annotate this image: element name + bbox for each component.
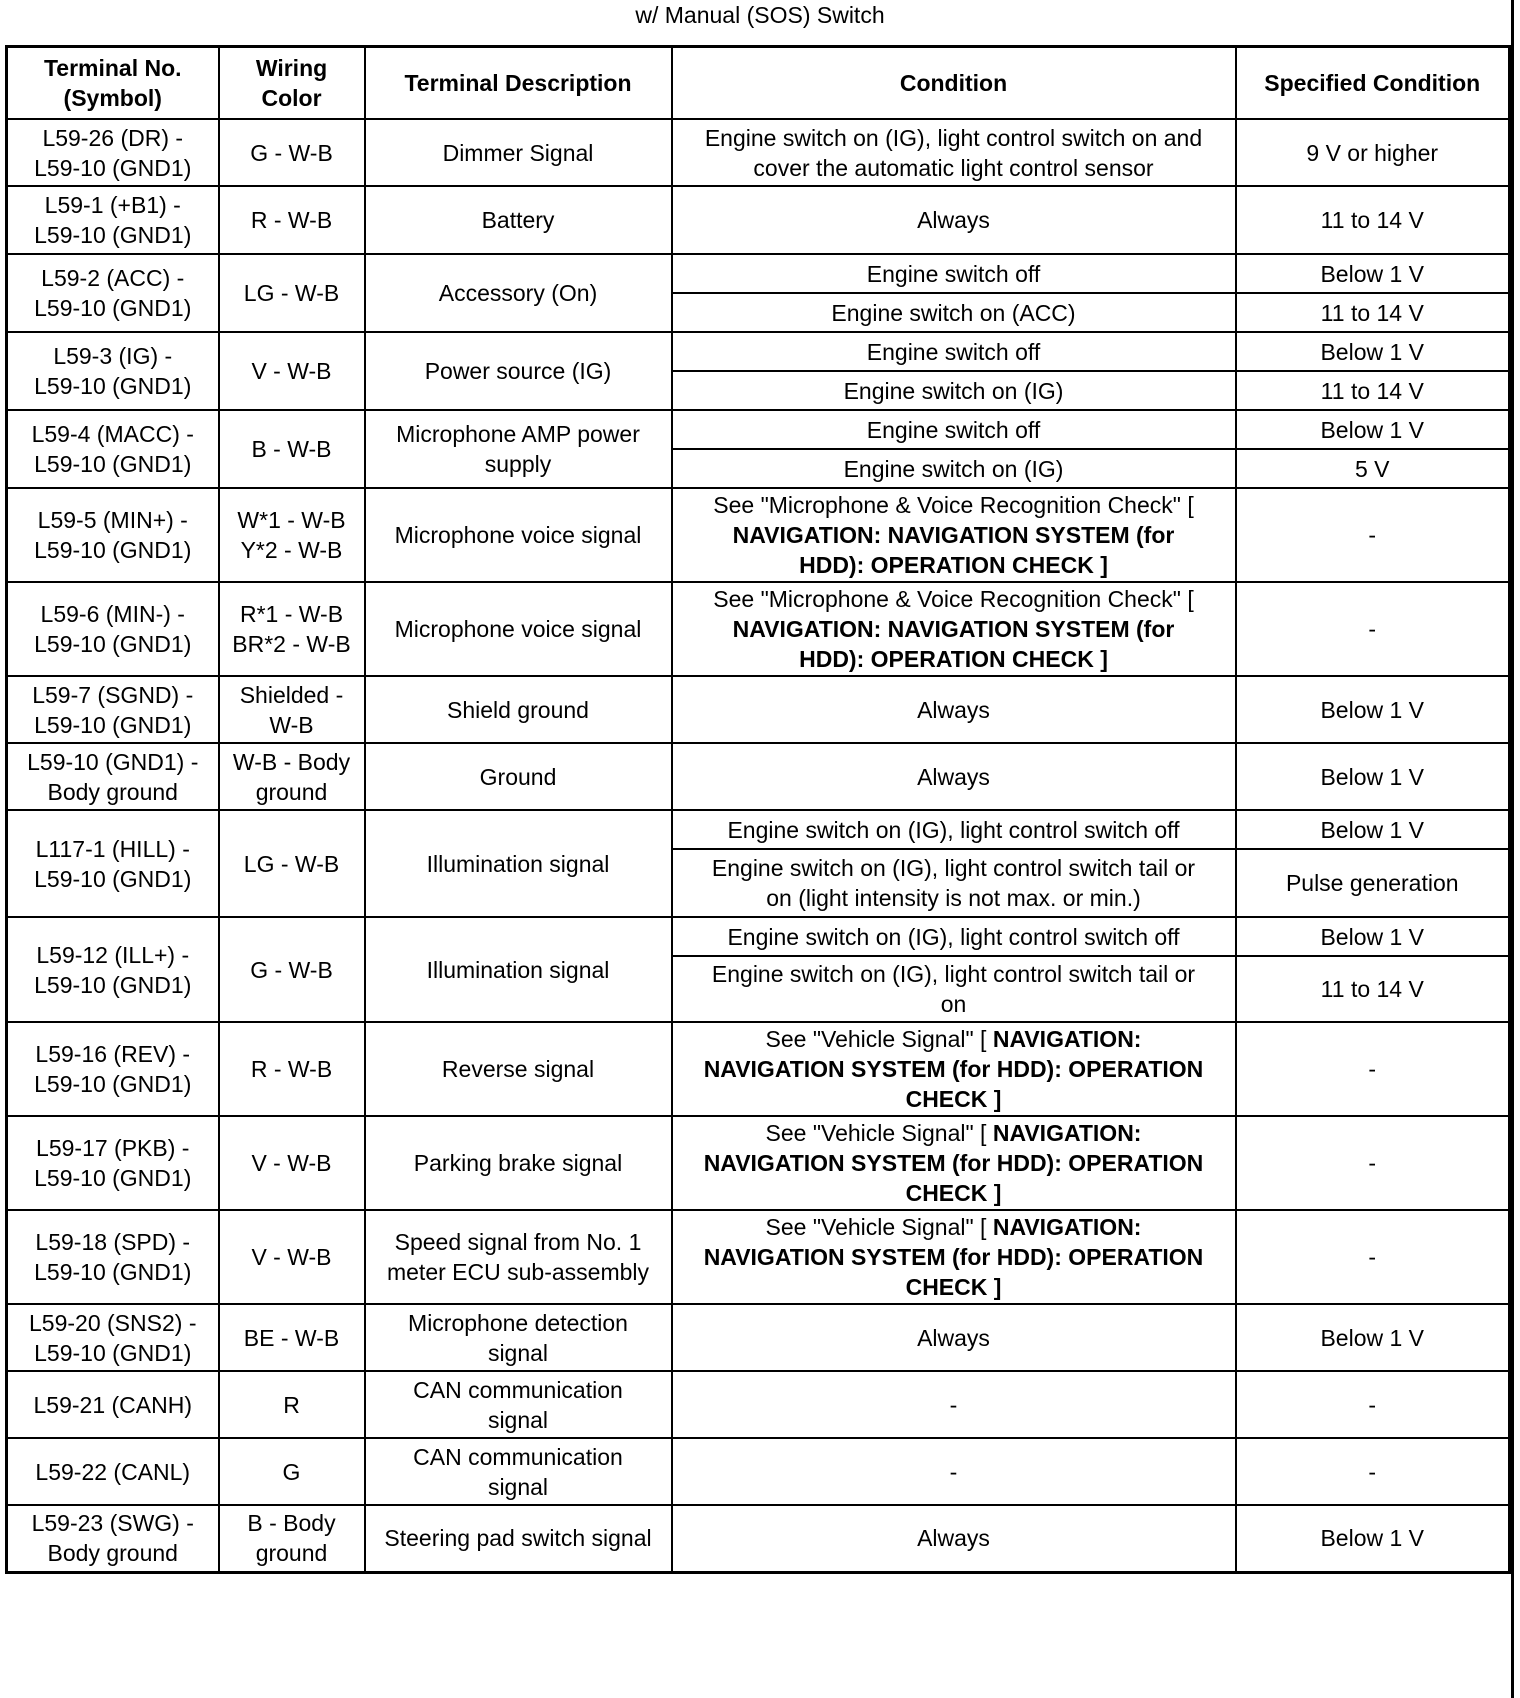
condition-text: Engine switch on (IG), light control switch off xyxy=(727,923,1180,950)
terminal-cell xyxy=(7,1371,219,1438)
terminal-text: L59-23 (SWG) - xyxy=(31,1510,194,1537)
specified-cell xyxy=(1236,1210,1510,1304)
description-text: Microphone detection xyxy=(408,1309,628,1336)
specified-text: 11 to 14 V xyxy=(1320,299,1424,326)
terminal-text: L59-1 (+B1) - xyxy=(44,192,181,218)
condition-cell xyxy=(672,332,1236,371)
terminal-cell xyxy=(7,332,219,410)
description-text: signal xyxy=(487,1339,549,1366)
specified-text: Below 1 V xyxy=(1320,1324,1425,1351)
terminal-text: L59-12 (ILL+) - xyxy=(36,941,190,968)
table-row xyxy=(7,1304,1510,1371)
wiring-text: R xyxy=(283,1391,300,1418)
condition-text: on (light intensity is not max. or min.) xyxy=(766,885,1141,911)
specified-text: 11 to 14 V xyxy=(1320,976,1424,1002)
wiring-cell xyxy=(219,917,365,1022)
condition-cell xyxy=(672,849,1236,917)
condition-cell xyxy=(672,582,1236,676)
terminal-text: L59-10 (GND1) xyxy=(34,154,192,181)
description-text: supply xyxy=(484,451,552,477)
terminal-text: L59-10 (GND1) xyxy=(34,1339,192,1366)
wiring-cell xyxy=(219,254,365,332)
table-row xyxy=(7,254,1510,293)
terminal-text: L59-10 (GND1) xyxy=(34,222,192,248)
condition-cell xyxy=(672,1505,1236,1572)
table-row xyxy=(7,582,1510,676)
specified-cell xyxy=(1236,917,1510,956)
wiring-cell xyxy=(219,1304,365,1371)
wiring-cell xyxy=(219,332,365,410)
specified-text: - xyxy=(1368,1391,1377,1418)
header-terminal xyxy=(7,47,219,120)
specified-cell xyxy=(1236,582,1510,676)
wiring-text: Shielded - xyxy=(239,681,344,708)
wiring-cell xyxy=(219,743,365,810)
wiring-text: B - Body xyxy=(247,1510,336,1537)
description-text: Dimmer Signal xyxy=(442,139,594,166)
wiring-text: G - W-B xyxy=(250,956,333,983)
specified-cell xyxy=(1236,186,1510,254)
terminal-table xyxy=(5,45,1511,1574)
table-row xyxy=(7,1438,1510,1505)
description-text: signal xyxy=(487,1406,549,1433)
specified-text: 11 to 14 V xyxy=(1320,377,1424,404)
specified-text: 9 V or higher xyxy=(1306,139,1439,166)
terminal-text: L117-1 (HILL) - xyxy=(35,835,190,862)
terminal-text: L59-6 (MIN-) - xyxy=(40,601,185,627)
terminal-text: L59-10 (GND1) xyxy=(34,373,192,399)
table-row xyxy=(7,1505,1510,1572)
specified-cell xyxy=(1236,1116,1510,1210)
condition-text: on xyxy=(940,991,967,1017)
description-cell xyxy=(365,810,672,917)
wiring-text: B - W-B xyxy=(251,436,332,462)
condition-text: cover the automatic light control sensor xyxy=(753,154,1154,181)
condition-reference-link[interactable]: NAVIGATION: xyxy=(992,1214,1142,1240)
condition-reference-link[interactable]: CHECK ] xyxy=(905,1180,1002,1206)
condition-reference-link[interactable]: NAVIGATION: NAVIGATION SYSTEM (for xyxy=(732,616,1175,642)
terminal-cell xyxy=(7,119,219,186)
wiring-text: V - W-B xyxy=(251,1150,332,1176)
terminal-cell xyxy=(7,1438,219,1505)
wiring-cell xyxy=(219,1022,365,1116)
terminal-text: L59-10 (GND1) xyxy=(34,865,192,892)
terminal-text: L59-26 (DR) - xyxy=(42,124,184,151)
terminal-cell xyxy=(7,810,219,917)
description-text: Parking brake signal xyxy=(413,1150,623,1176)
description-cell xyxy=(365,254,672,332)
specified-cell xyxy=(1236,1371,1510,1438)
condition-reference-link[interactable]: NAVIGATION: xyxy=(992,1026,1142,1052)
terminal-cell xyxy=(7,1304,219,1371)
wiring-text: BR*2 - W-B xyxy=(232,631,351,657)
description-text: Accessory (On) xyxy=(438,280,598,306)
terminal-cell xyxy=(7,1116,219,1210)
specified-cell xyxy=(1236,1022,1510,1116)
description-cell xyxy=(365,743,672,810)
description-text: Illumination signal xyxy=(426,956,610,983)
terminal-text: L59-10 (GND1) xyxy=(34,631,192,657)
wiring-text: R - W-B xyxy=(250,207,333,233)
terminal-cell xyxy=(7,1505,219,1572)
terminal-cell xyxy=(7,1210,219,1304)
description-text: Illumination signal xyxy=(426,850,610,877)
description-cell xyxy=(365,1371,672,1438)
description-cell xyxy=(365,1505,672,1572)
table-row xyxy=(7,1371,1510,1438)
specified-text: Below 1 V xyxy=(1320,923,1425,950)
wiring-cell xyxy=(219,186,365,254)
table-row xyxy=(7,1210,1510,1304)
header-wiring-line: Wiring xyxy=(255,55,328,81)
description-text: signal xyxy=(487,1473,549,1500)
terminal-text: L59-10 (GND1) xyxy=(34,295,192,321)
condition-text: Engine switch on (IG), light control switch on and xyxy=(704,124,1203,151)
description-cell xyxy=(365,1438,672,1505)
terminal-text: L59-22 (CANL) xyxy=(35,1458,191,1485)
wiring-text: ground xyxy=(255,778,328,805)
condition-cell xyxy=(672,410,1236,449)
terminal-text: L59-10 (GND1) xyxy=(34,537,192,563)
table-row xyxy=(7,1116,1510,1210)
wiring-text: R*1 - W-B xyxy=(239,601,344,627)
description-text: Speed signal from No. 1 xyxy=(394,1229,642,1255)
wiring-text: V - W-B xyxy=(251,358,332,384)
description-text: CAN communication xyxy=(413,1443,623,1470)
header-specified: Specified Condition xyxy=(1236,47,1510,120)
specified-cell xyxy=(1236,956,1510,1022)
wiring-cell xyxy=(219,488,365,582)
condition-cell xyxy=(672,810,1236,849)
specified-cell xyxy=(1236,293,1510,332)
wiring-text: ground xyxy=(255,1540,328,1567)
table-row xyxy=(7,119,1510,186)
terminal-text: L59-3 (IG) - xyxy=(53,343,173,369)
terminal-cell xyxy=(7,1022,219,1116)
specified-text: - xyxy=(1368,616,1377,642)
wiring-text: G - W-B xyxy=(250,139,333,166)
description-cell xyxy=(365,488,672,582)
description-text: Battery xyxy=(481,207,555,233)
terminal-cell xyxy=(7,186,219,254)
wiring-text: W*1 - W-B xyxy=(237,507,346,533)
specified-text: Below 1 V xyxy=(1320,763,1425,790)
condition-text: Always xyxy=(917,1324,990,1351)
condition-reference-link[interactable]: NAVIGATION SYSTEM (for HDD): OPERATION xyxy=(703,1056,1204,1082)
condition-cell xyxy=(672,1304,1236,1371)
specified-text: Below 1 V xyxy=(1320,696,1425,723)
wiring-cell xyxy=(219,1371,365,1438)
description-text: Shield ground xyxy=(447,696,589,723)
terminal-text: L59-20 (SNS2) - xyxy=(29,1309,197,1336)
terminal-text: L59-10 (GND1) - xyxy=(27,748,199,775)
wiring-text: G xyxy=(282,1458,301,1485)
wiring-cell xyxy=(219,1438,365,1505)
condition-text: Engine switch on (IG), light control switch off xyxy=(727,816,1180,843)
terminal-text: L59-10 (GND1) xyxy=(34,711,192,738)
table-row xyxy=(7,410,1510,449)
wiring-text: LG - W-B xyxy=(243,850,340,877)
terminal-cell xyxy=(7,582,219,676)
description-cell xyxy=(365,1304,672,1371)
description-cell xyxy=(365,1116,672,1210)
condition-cell xyxy=(672,743,1236,810)
specified-cell xyxy=(1236,254,1510,293)
specified-text: Pulse generation xyxy=(1285,870,1459,896)
wiring-text: W-B xyxy=(269,711,314,738)
condition-cell xyxy=(672,956,1236,1022)
condition-reference-link[interactable]: NAVIGATION SYSTEM (for HDD): OPERATION xyxy=(703,1244,1204,1270)
condition-cell xyxy=(672,186,1236,254)
specified-text: - xyxy=(1368,1244,1377,1270)
description-text: Microphone AMP power xyxy=(396,421,640,447)
condition-reference-link[interactable]: NAVIGATION: xyxy=(992,1120,1142,1146)
wiring-cell xyxy=(219,1116,365,1210)
condition-text: Engine switch on (IG) xyxy=(843,377,1064,404)
condition-text: Engine switch off xyxy=(866,416,1041,443)
condition-text: Engine switch off xyxy=(866,338,1041,365)
condition-cell xyxy=(672,676,1236,743)
condition-cell xyxy=(672,293,1236,332)
table-row xyxy=(7,332,1510,371)
condition-text: Engine switch on (IG) xyxy=(843,455,1064,482)
terminal-cell xyxy=(7,743,219,810)
condition-text: Always xyxy=(917,763,990,790)
table-row xyxy=(7,186,1510,254)
specified-cell xyxy=(1236,119,1510,186)
terminal-text: L59-5 (MIN+) - xyxy=(37,507,188,533)
condition-reference-link[interactable]: NAVIGATION SYSTEM (for HDD): OPERATION xyxy=(703,1150,1204,1176)
condition-cell xyxy=(672,119,1236,186)
wiring-cell xyxy=(219,582,365,676)
specified-cell xyxy=(1236,743,1510,810)
description-text: Microphone voice signal xyxy=(394,522,642,548)
terminal-cell xyxy=(7,917,219,1022)
table-row xyxy=(7,1022,1510,1116)
table-row xyxy=(7,810,1510,849)
wiring-text: LG - W-B xyxy=(243,280,340,306)
specified-text: Below 1 V xyxy=(1320,816,1425,843)
table-row xyxy=(7,743,1510,810)
header-row xyxy=(7,47,1510,120)
header-wiring-line: Color xyxy=(261,85,322,111)
description-text: meter ECU sub-assembly xyxy=(386,1259,650,1285)
wiring-text: V - W-B xyxy=(251,1244,332,1270)
condition-text: Always xyxy=(917,1525,990,1552)
specified-text: - xyxy=(1368,1150,1377,1176)
description-text: Ground xyxy=(479,763,557,790)
terminal-text: L59-17 (PKB) - xyxy=(36,1135,190,1161)
terminal-text: Body ground xyxy=(47,778,178,805)
wiring-text: Y*2 - W-B xyxy=(240,537,343,563)
description-cell xyxy=(365,1022,672,1116)
terminal-cell xyxy=(7,676,219,743)
terminal-text: Body ground xyxy=(47,1540,178,1567)
condition-cell xyxy=(672,1210,1236,1304)
description-text: Microphone voice signal xyxy=(394,616,642,642)
description-cell xyxy=(365,1210,672,1304)
wiring-text: R - W-B xyxy=(250,1056,333,1082)
wiring-text: W-B - Body xyxy=(232,748,351,775)
description-cell xyxy=(365,186,672,254)
table-row xyxy=(7,488,1510,582)
description-cell xyxy=(365,410,672,488)
terminal-text: L59-16 (REV) - xyxy=(35,1041,191,1067)
description-cell xyxy=(365,119,672,186)
condition-text: - xyxy=(949,1458,958,1485)
terminal-text: L59-18 (SPD) - xyxy=(35,1229,191,1255)
description-text: Power source (IG) xyxy=(424,358,612,384)
terminal-text: L59-21 (CANH) xyxy=(33,1391,192,1418)
terminal-text: L59-10 (GND1) xyxy=(34,1165,192,1191)
condition-cell xyxy=(672,917,1236,956)
condition-reference-prefix: See "Vehicle Signal" [ xyxy=(765,1026,987,1052)
wiring-cell xyxy=(219,676,365,743)
terminal-cell xyxy=(7,254,219,332)
wiring-cell xyxy=(219,119,365,186)
specified-text: Below 1 V xyxy=(1320,416,1425,443)
condition-text: Always xyxy=(917,207,990,233)
condition-text: Engine switch on (ACC) xyxy=(831,299,1076,326)
specified-text: Below 1 V xyxy=(1320,260,1425,287)
wiring-cell xyxy=(219,1210,365,1304)
condition-text: Engine switch on (IG), light control switch tail or xyxy=(711,961,1196,987)
table-row xyxy=(7,917,1510,956)
wiring-cell xyxy=(219,1505,365,1572)
specified-cell xyxy=(1236,849,1510,917)
specified-cell xyxy=(1236,410,1510,449)
condition-text: - xyxy=(949,1391,958,1418)
table-row xyxy=(7,676,1510,743)
terminal-text: L59-10 (GND1) xyxy=(34,451,192,477)
description-cell xyxy=(365,582,672,676)
header-description: Terminal Description xyxy=(365,47,672,120)
condition-cell xyxy=(672,1116,1236,1210)
specified-text: - xyxy=(1368,1458,1377,1485)
specified-text: Below 1 V xyxy=(1320,338,1425,365)
terminal-text: L59-7 (SGND) - xyxy=(32,681,194,708)
condition-cell xyxy=(672,254,1236,293)
specified-text: Below 1 V xyxy=(1320,1525,1425,1552)
table-body xyxy=(7,119,1510,1572)
condition-cell xyxy=(672,1371,1236,1438)
condition-text: Engine switch off xyxy=(866,260,1041,287)
condition-reference-link[interactable]: CHECK ] xyxy=(905,1086,1002,1112)
header-terminal-line: Terminal No. xyxy=(43,55,182,81)
specified-text: 5 V xyxy=(1354,455,1390,482)
specified-cell xyxy=(1236,1505,1510,1572)
specified-cell xyxy=(1236,1438,1510,1505)
condition-cell xyxy=(672,449,1236,488)
wiring-text: BE - W-B xyxy=(243,1324,340,1351)
condition-reference-prefix: See "Microphone & Voice Recognition Check" [ xyxy=(713,492,1194,518)
specified-cell xyxy=(1236,810,1510,849)
page-edge-rule xyxy=(1511,0,1514,1698)
header-condition: Condition xyxy=(672,47,1236,120)
wiring-cell xyxy=(219,410,365,488)
condition-cell xyxy=(672,371,1236,410)
condition-text: Always xyxy=(917,696,990,723)
description-text: Steering pad switch signal xyxy=(384,1525,652,1552)
description-cell xyxy=(365,676,672,743)
terminal-cell xyxy=(7,488,219,582)
description-cell xyxy=(365,332,672,410)
condition-cell xyxy=(672,1022,1236,1116)
condition-reference-prefix: See "Vehicle Signal" [ xyxy=(765,1120,987,1146)
specified-cell xyxy=(1236,332,1510,371)
condition-reference-link[interactable]: CHECK ] xyxy=(905,1274,1002,1300)
condition-cell xyxy=(672,488,1236,582)
header-wiring xyxy=(219,47,365,120)
terminal-cell xyxy=(7,410,219,488)
specified-cell xyxy=(1236,449,1510,488)
condition-reference-link[interactable]: HDD): OPERATION CHECK ] xyxy=(799,552,1108,578)
terminal-text: L59-2 (ACC) - xyxy=(41,265,185,291)
terminal-text: L59-10 (GND1) xyxy=(34,1259,192,1285)
specified-cell xyxy=(1236,371,1510,410)
specified-text: - xyxy=(1368,1056,1377,1082)
terminal-text: L59-4 (MACC) - xyxy=(31,421,194,447)
condition-cell xyxy=(672,1438,1236,1505)
wiring-cell xyxy=(219,810,365,917)
condition-text: Engine switch on (IG), light control switch tail or xyxy=(711,855,1196,881)
header-terminal-line: (Symbol) xyxy=(63,85,162,111)
description-cell xyxy=(365,917,672,1022)
condition-reference-prefix: See "Vehicle Signal" [ xyxy=(765,1214,987,1240)
specified-cell xyxy=(1236,1304,1510,1371)
description-text: Reverse signal xyxy=(441,1056,595,1082)
specified-text: - xyxy=(1368,522,1377,548)
specified-cell xyxy=(1236,488,1510,582)
condition-reference-link[interactable]: NAVIGATION: NAVIGATION SYSTEM (for xyxy=(732,522,1175,548)
description-text: CAN communication xyxy=(413,1376,623,1403)
specified-text: 11 to 14 V xyxy=(1320,207,1424,233)
table-caption: w/ Manual (SOS) Switch xyxy=(635,2,885,28)
terminal-text: L59-10 (GND1) xyxy=(34,1071,192,1097)
specified-cell xyxy=(1236,676,1510,743)
condition-reference-prefix: See "Microphone & Voice Recognition Check" [ xyxy=(713,586,1194,612)
condition-reference-link[interactable]: HDD): OPERATION CHECK ] xyxy=(799,646,1108,672)
terminal-text: L59-10 (GND1) xyxy=(34,971,192,998)
